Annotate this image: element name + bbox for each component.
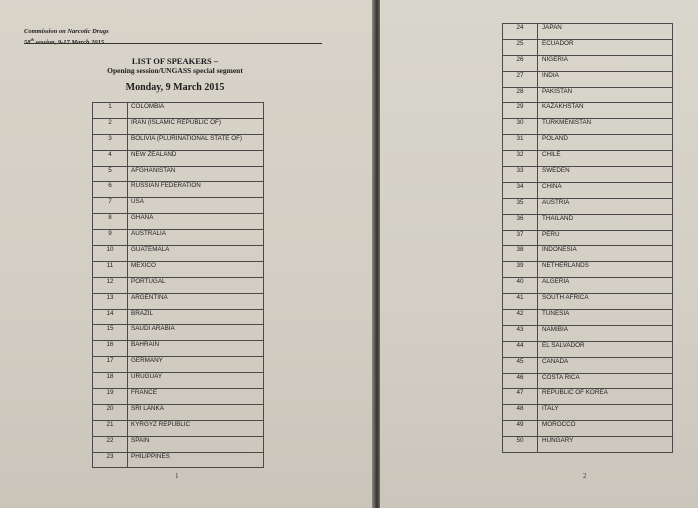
page-number-right: 2 [583,472,587,480]
speakers-table-right [502,23,673,453]
speaker-order-number: 9 [93,230,128,246]
speaker-country: GHANA [128,214,264,230]
speaker-order-number: 44 [503,341,538,357]
document-subtitle: Opening session/UNGASS special segment [107,66,243,75]
document-title: LIST OF SPEAKERS – [131,56,219,66]
speaker-order-number: 7 [93,198,128,214]
speaker-row [93,373,264,389]
speaker-country: SAUDI ARABIA [128,325,264,341]
speaker-country: INDONESIA [538,246,673,262]
speaker-row [93,341,264,357]
speakers-table-left [92,102,264,468]
speaker-row [93,293,264,309]
speaker-order-number: 24 [503,24,538,40]
speaker-row [503,24,673,40]
page-number-left: 1 [175,472,179,480]
speaker-row [503,437,673,453]
speaker-row [503,214,673,230]
speaker-country: CHILE [538,151,673,167]
speaker-row [93,452,264,468]
speaker-country: THAILAND [538,214,673,230]
speaker-order-number: 6 [93,182,128,198]
speaker-country: SOUTH AFRICA [538,294,673,310]
speaker-row [503,373,673,389]
speaker-order-number: 5 [93,166,128,182]
speaker-row [503,198,673,214]
speaker-order-number: 18 [93,373,128,389]
speaker-row [93,309,264,325]
speaker-country: URUGUAY [128,373,264,389]
speaker-order-number: 22 [93,436,128,452]
speaker-country: ITALY [538,405,673,421]
speaker-order-number: 43 [503,325,538,341]
speaker-row [93,198,264,214]
speaker-row [503,55,673,71]
speaker-country: CANADA [538,357,673,373]
speaker-country: SWEDEN [538,167,673,183]
speaker-row [503,182,673,198]
speaker-order-number: 37 [503,230,538,246]
speaker-order-number: 49 [503,421,538,437]
speaker-country: MEXICO [128,261,264,277]
speaker-row [93,420,264,436]
speaker-country: NAMIBIA [538,325,673,341]
speaker-country: KYRGYZ REPUBLIC [128,420,264,436]
speaker-country: BOLIVIA (PLURINATIONAL STATE OF) [128,134,264,150]
speaker-country: COLOMBIA [128,103,264,119]
speaker-row [503,39,673,55]
speaker-country: MOROCCO [538,421,673,437]
document-header-line1: Commission on Narcotic Drugs [24,28,109,35]
speaker-order-number: 39 [503,262,538,278]
speaker-country: ALGERIA [538,278,673,294]
speaker-country: USA [128,198,264,214]
speaker-order-number: 41 [503,294,538,310]
speaker-order-number: 42 [503,310,538,326]
speaker-row [93,118,264,134]
speaker-order-number: 14 [93,309,128,325]
speaker-order-number: 38 [503,246,538,262]
speaker-country: PAKISTAN [538,87,673,103]
speaker-order-number: 33 [503,167,538,183]
session-date: Monday, 9 March 2015 [125,82,225,93]
speaker-country: COSTA RICA [538,373,673,389]
speaker-country: NETHERLANDS [538,262,673,278]
speaker-row [503,421,673,437]
speaker-row [93,246,264,262]
speaker-country: TUNESIA [538,310,673,326]
speaker-row [503,135,673,151]
speaker-row [503,230,673,246]
speaker-order-number: 25 [503,39,538,55]
speaker-row [93,150,264,166]
session-ordinal: th [30,37,34,42]
speaker-country: JAPAN [538,24,673,40]
speaker-row [93,436,264,452]
header-divider [24,43,322,44]
speaker-order-number: 47 [503,389,538,405]
speaker-order-number: 12 [93,277,128,293]
speaker-row [503,341,673,357]
speaker-country: FRANCE [128,389,264,405]
speaker-order-number: 10 [93,246,128,262]
speaker-order-number: 8 [93,214,128,230]
speaker-row [93,389,264,405]
speaker-country: PERU [538,230,673,246]
speaker-order-number: 40 [503,278,538,294]
speaker-order-number: 20 [93,404,128,420]
speaker-country: NIGERIA [538,55,673,71]
speaker-order-number: 27 [503,71,538,87]
speaker-row [503,389,673,405]
speaker-row [503,294,673,310]
speaker-order-number: 28 [503,87,538,103]
speaker-country: HUNGARY [538,437,673,453]
speaker-order-number: 4 [93,150,128,166]
speaker-country: AUSTRIA [538,198,673,214]
speaker-country: PORTUGAL [128,277,264,293]
speaker-country: PHILIPPINES [128,452,264,468]
speaker-order-number: 26 [503,55,538,71]
speaker-order-number: 21 [93,420,128,436]
speaker-row [503,278,673,294]
speaker-order-number: 36 [503,214,538,230]
speaker-order-number: 34 [503,182,538,198]
speaker-order-number: 15 [93,325,128,341]
speaker-country: SPAIN [128,436,264,452]
speaker-order-number: 23 [93,452,128,468]
speaker-country: GUATEMALA [128,246,264,262]
speaker-row [93,230,264,246]
speaker-row [503,310,673,326]
speaker-order-number: 31 [503,135,538,151]
speaker-row [93,134,264,150]
speaker-country: KAZAKHSTAN [538,103,673,119]
speaker-order-number: 50 [503,437,538,453]
speaker-row [503,325,673,341]
speaker-country: SRI LANKA [128,404,264,420]
speaker-row [503,246,673,262]
speaker-country: EL SALVADOR [538,341,673,357]
speaker-row [93,103,264,119]
speaker-order-number: 30 [503,119,538,135]
speaker-row [503,357,673,373]
speaker-row [93,277,264,293]
speaker-country: CHINA [538,182,673,198]
speaker-order-number: 29 [503,103,538,119]
speaker-row [503,262,673,278]
speaker-order-number: 45 [503,357,538,373]
speaker-row [503,71,673,87]
speaker-order-number: 17 [93,357,128,373]
speaker-country: POLAND [538,135,673,151]
speaker-order-number: 19 [93,389,128,405]
speaker-order-number: 11 [93,261,128,277]
speaker-country: TURKMENISTAN [538,119,673,135]
speaker-order-number: 1 [93,103,128,119]
speaker-row [93,261,264,277]
speaker-order-number: 3 [93,134,128,150]
speaker-country: NEW ZEALAND [128,150,264,166]
speaker-order-number: 2 [93,118,128,134]
speaker-country: ARGENTINA [128,293,264,309]
speaker-country: BAHRAIN [128,341,264,357]
speaker-row [503,103,673,119]
speaker-order-number: 35 [503,198,538,214]
speaker-country: IRAN (ISLAMIC REPUBLIC OF) [128,118,264,134]
speaker-row [503,87,673,103]
speaker-row [93,214,264,230]
speaker-country: RUSSIAN FEDERATION [128,182,264,198]
speaker-row [503,405,673,421]
speaker-country: AFGHANISTAN [128,166,264,182]
speaker-country: ECUADOR [538,39,673,55]
document-header-line2 [24,36,104,47]
speaker-row [93,357,264,373]
speaker-order-number: 32 [503,151,538,167]
speaker-row [503,119,673,135]
speaker-row [93,182,264,198]
speaker-row [503,151,673,167]
speaker-country: AUSTRALIA [128,230,264,246]
speaker-row [503,167,673,183]
speaker-row [93,325,264,341]
speaker-row [93,404,264,420]
speaker-country: GERMANY [128,357,264,373]
speaker-country: INDIA [538,71,673,87]
speaker-country: REPUBLIC OF KOREA [538,389,673,405]
speaker-country: BRAZIL [128,309,264,325]
speaker-order-number: 16 [93,341,128,357]
speaker-row [93,166,264,182]
speaker-order-number: 13 [93,293,128,309]
speaker-order-number: 48 [503,405,538,421]
speaker-order-number: 46 [503,373,538,389]
